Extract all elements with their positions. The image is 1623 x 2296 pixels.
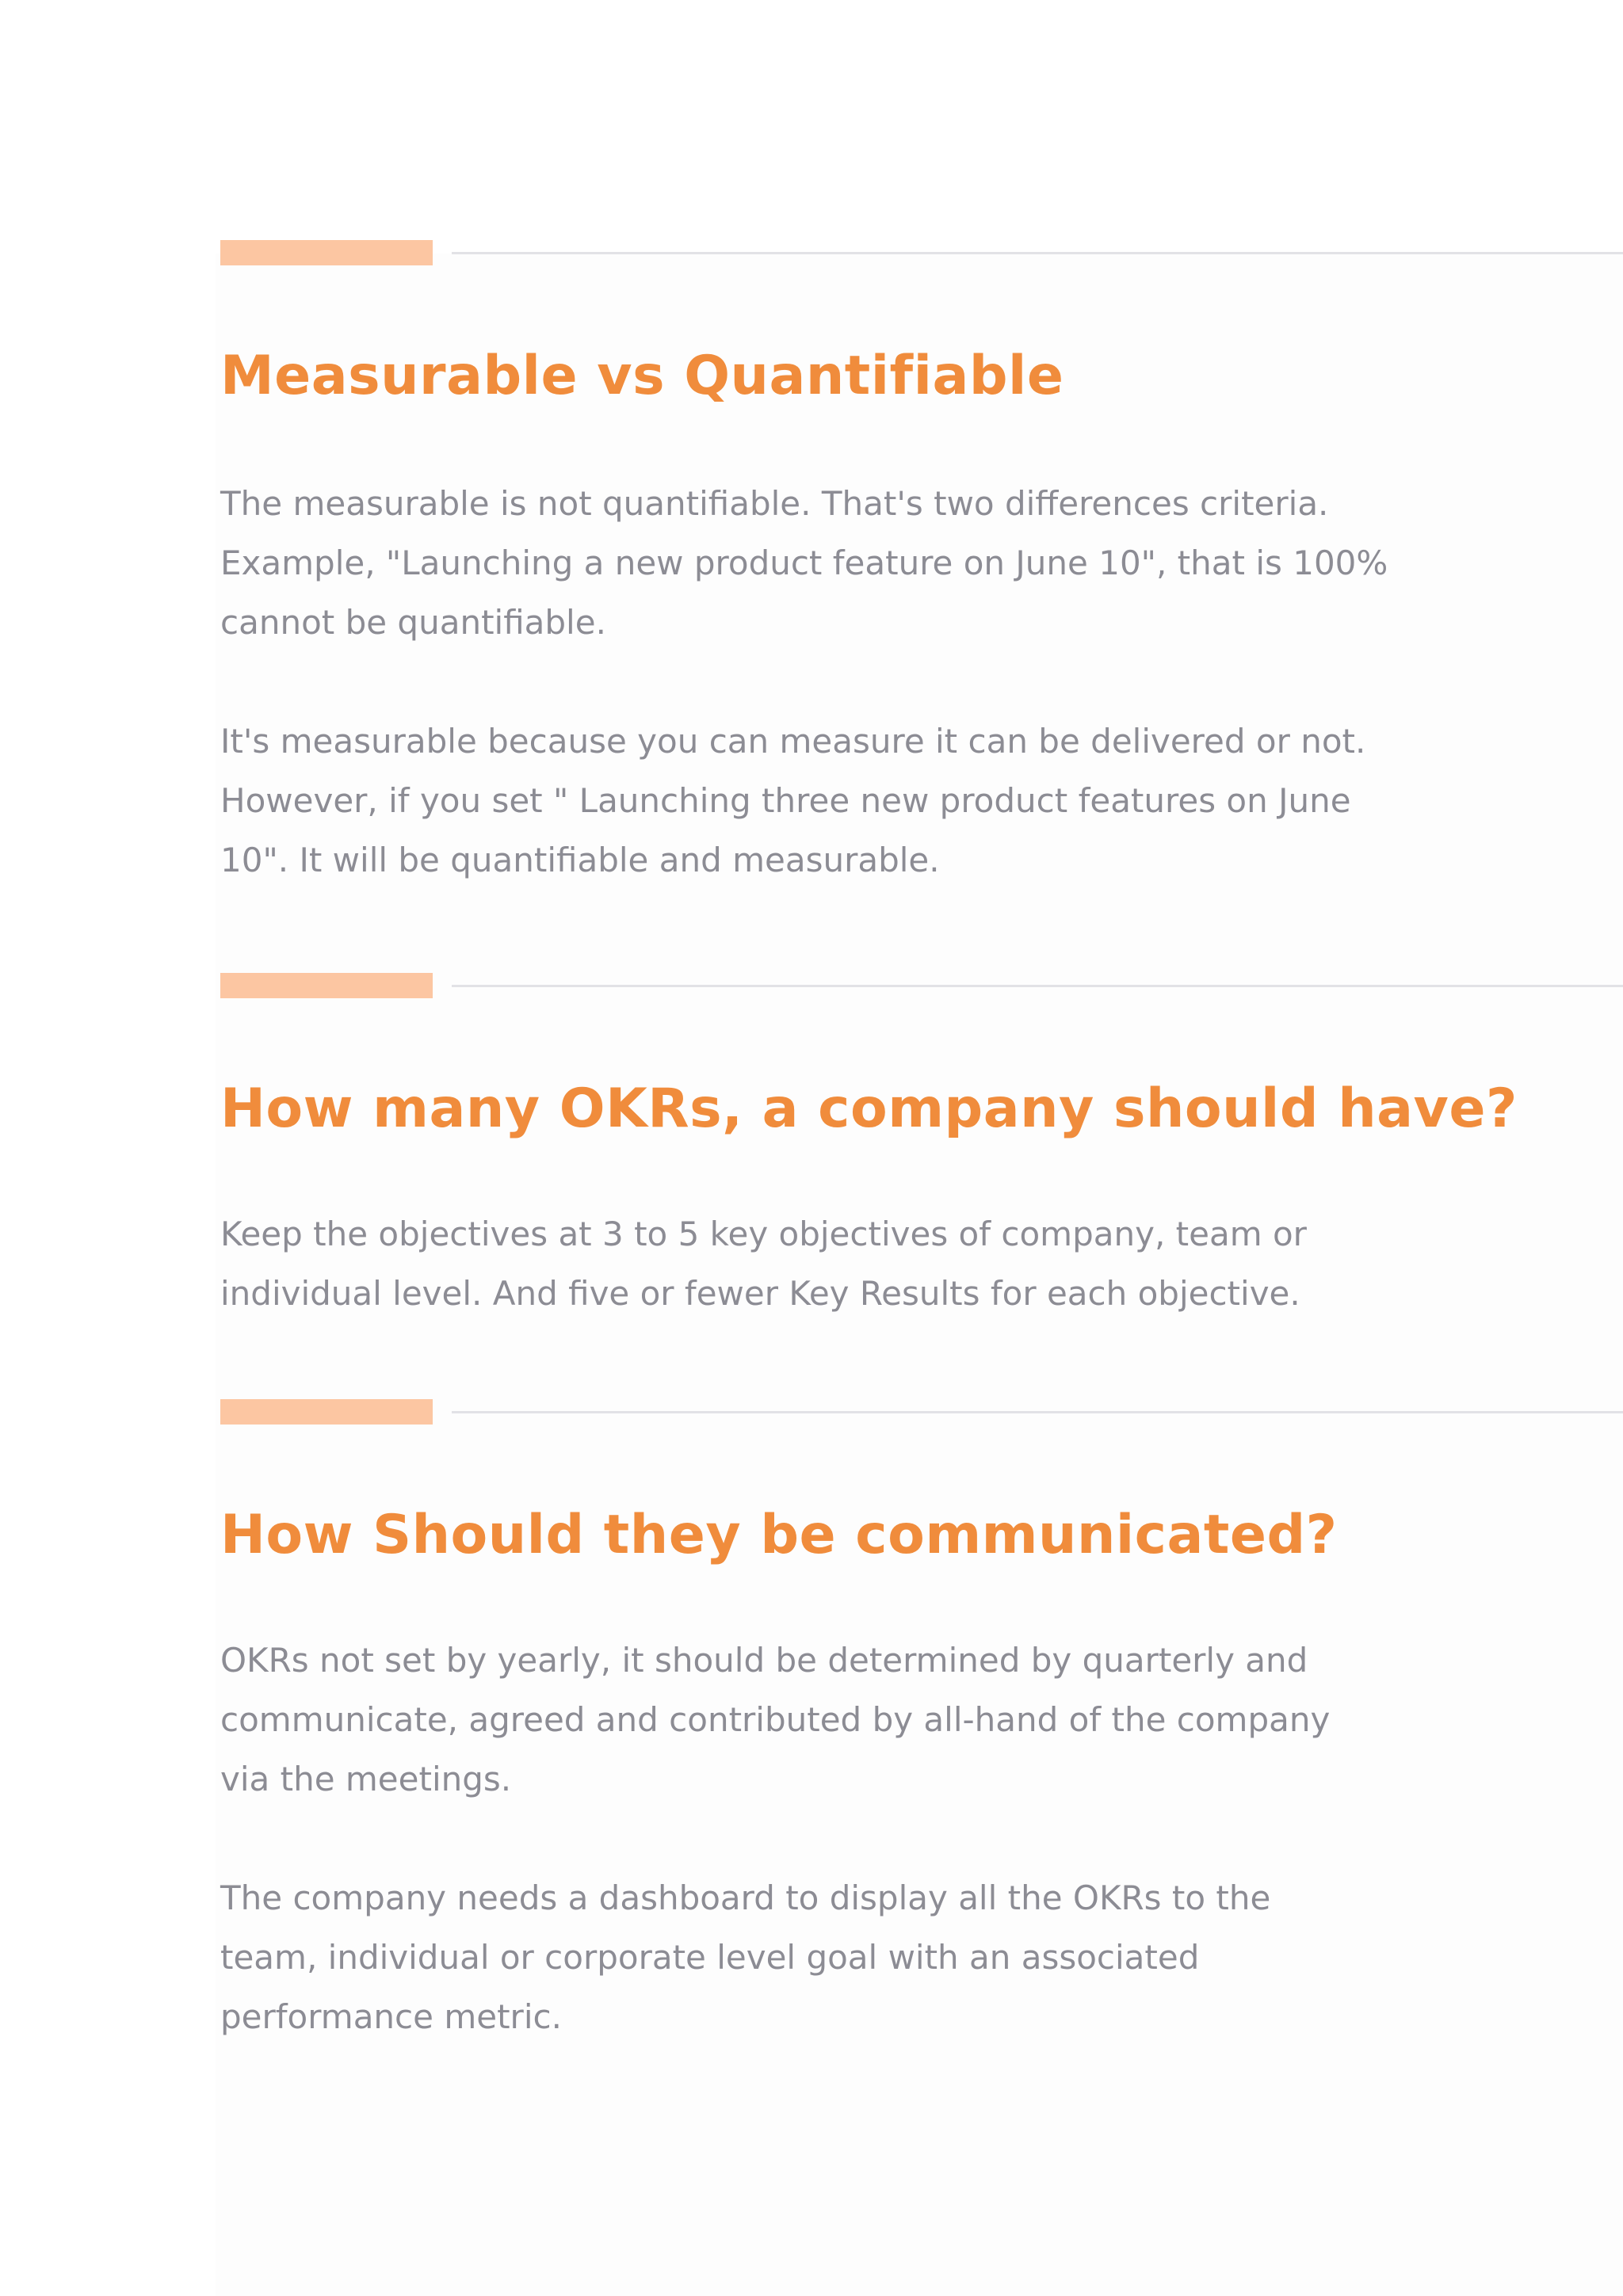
- section-paragraph: It's measurable because you can measure it can be delivered or not. However, if you set " Launching three new product features on June 10". It will be quantifiable and measurable.: [220, 722, 1366, 879]
- accent-bar: [220, 240, 433, 265]
- section-divider: [220, 1399, 1623, 1425]
- accent-bar: [220, 1399, 433, 1425]
- section-measurable-vs-quantifiable: [220, 240, 1623, 890]
- section-paragraph: Keep the objectives at 3 to 5 key objectives of company, team or individual level. And five or fewer Key Results for each objective.: [220, 1215, 1307, 1313]
- section-how-communicated: [220, 1399, 1623, 2046]
- section-divider: [220, 973, 1623, 998]
- section-paragraph: The measurable is not quantifiable. That's two differences criteria. Example, "Launching a new product feature on June 10", that is 100% cannot be quantifiable.: [220, 484, 1388, 642]
- accent-bar: [220, 973, 433, 998]
- section-paragraph: The company needs a dashboard to display all the OKRs to the team, individual or corporate level goal with an associated performance metric.: [220, 1878, 1271, 2036]
- section-divider: [220, 240, 1623, 265]
- section-heading: How Should they be communicated?: [220, 1504, 1338, 1566]
- divider-line: [452, 985, 1623, 987]
- section-how-many-okrs: [220, 973, 1623, 1323]
- section-paragraph: OKRs not set by yearly, it should be determined by quarterly and communicate, agreed and contributed by all-hand of the company via the meetings.: [220, 1641, 1331, 1798]
- divider-line: [452, 1411, 1623, 1413]
- section-heading: How many OKRs, a company should have?: [220, 1077, 1518, 1140]
- divider-line: [452, 252, 1623, 254]
- section-heading: Measurable vs Quantifiable: [220, 345, 1064, 407]
